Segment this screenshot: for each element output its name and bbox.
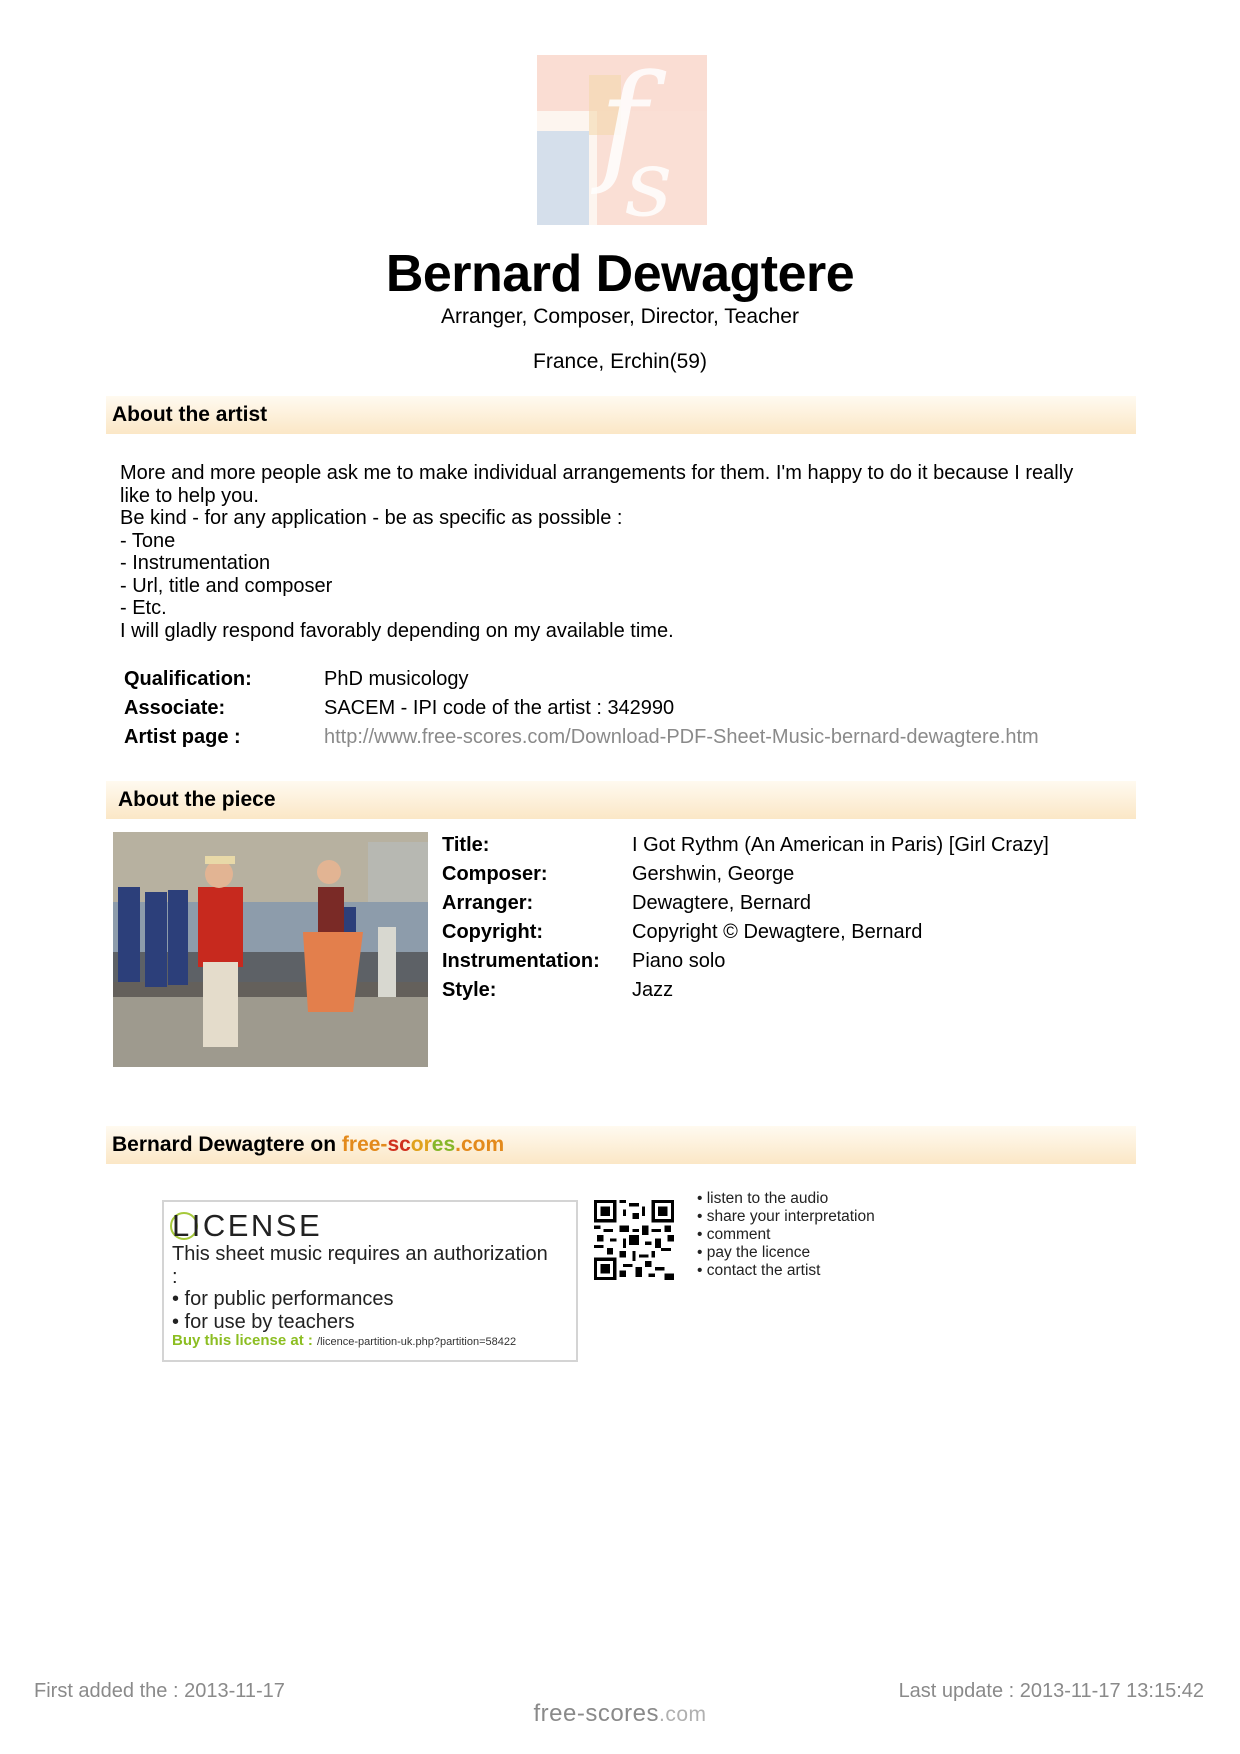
bio-line: - Tone xyxy=(120,529,176,552)
piece-label: Title: xyxy=(442,834,490,856)
footer-logo xyxy=(0,1700,1240,1728)
brand-part: sc xyxy=(387,1133,411,1156)
piece-value: Dewagtere, Bernard xyxy=(632,892,811,914)
artist-location: France, Erchin(59) xyxy=(533,350,707,373)
piece-row-copyright xyxy=(442,921,1142,950)
qr-code-icon[interactable] xyxy=(594,1200,674,1280)
info-row-associate xyxy=(124,697,1124,726)
artist-roles: Arranger, Composer, Director, Teacher xyxy=(441,305,799,328)
brand-part: free- xyxy=(341,1133,388,1156)
license-title: LICENSE xyxy=(172,1208,323,1243)
piece-label: Arranger: xyxy=(442,892,534,914)
license-line: • for use by teachers xyxy=(172,1310,355,1333)
piece-row-composer xyxy=(442,863,1142,892)
piece-row-arranger xyxy=(442,892,1142,921)
info-row-qualification xyxy=(124,668,1124,697)
artist-info-table xyxy=(124,668,1124,758)
license-buy-row xyxy=(172,1332,516,1349)
piece-value: Jazz xyxy=(632,979,674,1001)
piece-label: Instrumentation: xyxy=(442,950,600,972)
free-scores-logo xyxy=(537,55,707,225)
bio-line: More and more people ask me to make individual arrangements for them. I'm happy to do it because I really xyxy=(120,462,1074,484)
piece-value: Copyright © Dewagtere, Bernard xyxy=(632,921,923,943)
bio-line: - Url, title and composer xyxy=(120,574,333,597)
artist-name: Bernard Dewagtere xyxy=(385,245,855,303)
piece-label: Composer: xyxy=(442,863,548,885)
bio-line: - Instrumentation xyxy=(120,552,271,574)
artist-bio xyxy=(120,462,1120,642)
footer-logo-main: free-scores xyxy=(533,1700,660,1727)
bio-line: Be kind - for any application - be as specific as possible : xyxy=(120,507,623,529)
svg-text:s: s xyxy=(625,130,673,225)
piece-value: I Got Rythm (An American in Paris) [Girl Crazy] xyxy=(632,834,1049,856)
piece-value: Piano solo xyxy=(632,950,726,972)
brand-part: es xyxy=(431,1133,456,1156)
artist-page-link[interactable]: http://www.free-scores.com/Download-PDF-Sheet-Music-bernard-dewagtere.htm xyxy=(324,726,1039,748)
license-buy-link[interactable]: /licence-partition-uk.php?partition=58422 xyxy=(317,1336,517,1348)
feature-list xyxy=(697,1190,875,1280)
feature-item: • share your interpretation xyxy=(697,1208,875,1226)
piece-value: Gershwin, George xyxy=(632,863,795,885)
piece-row-style xyxy=(442,979,1142,1008)
footer-logo-com: .com xyxy=(659,1703,707,1726)
first-added-date: First added the : 2013-11-17 xyxy=(34,1680,285,1702)
svg-text:f: f xyxy=(599,55,648,198)
piece-label: Style: xyxy=(442,979,497,1001)
info-label: Associate: xyxy=(124,697,226,719)
piece-label: Copyright: xyxy=(442,921,544,943)
section-header-about-piece: About the piece xyxy=(106,781,1136,819)
license-text xyxy=(172,1243,572,1333)
license-line: • for public performances xyxy=(172,1288,394,1310)
license-box xyxy=(162,1200,578,1362)
license-line: This sheet music requires an authorization xyxy=(172,1243,548,1265)
bio-line: - Etc. xyxy=(120,597,167,619)
brand-part: .com xyxy=(455,1133,505,1156)
info-label: Qualification: xyxy=(124,668,252,690)
piece-row-instrumentation xyxy=(442,950,1142,979)
last-update-date: Last update : 2013-11-17 13:15:42 xyxy=(898,1680,1204,1702)
section-heading-prefix: Bernard Dewagtere on xyxy=(112,1133,342,1156)
feature-item: • pay the licence xyxy=(697,1244,875,1262)
bio-line: like to help you. xyxy=(120,484,259,507)
info-row-artist-page xyxy=(124,726,1124,755)
license-line: : xyxy=(172,1265,178,1288)
feature-item: • listen to the audio xyxy=(697,1190,875,1208)
section-header-free-scores xyxy=(106,1126,1136,1164)
info-label: Artist page : xyxy=(124,726,241,748)
piece-photo xyxy=(113,832,428,1067)
info-value: PhD musicology xyxy=(324,668,469,690)
brand-part: or xyxy=(410,1133,432,1156)
feature-item: • comment xyxy=(697,1226,875,1244)
piece-info-table xyxy=(442,834,1142,1014)
bio-line: I will gladly respond favorably depending on my available time. xyxy=(120,619,674,642)
feature-item: • contact the artist xyxy=(697,1262,875,1280)
section-header-about-artist: About the artist xyxy=(106,396,1136,434)
info-value: SACEM - IPI code of the artist : 342990 xyxy=(324,697,675,719)
license-buy-label: Buy this license at : xyxy=(172,1332,313,1349)
piece-row-title xyxy=(442,834,1142,863)
